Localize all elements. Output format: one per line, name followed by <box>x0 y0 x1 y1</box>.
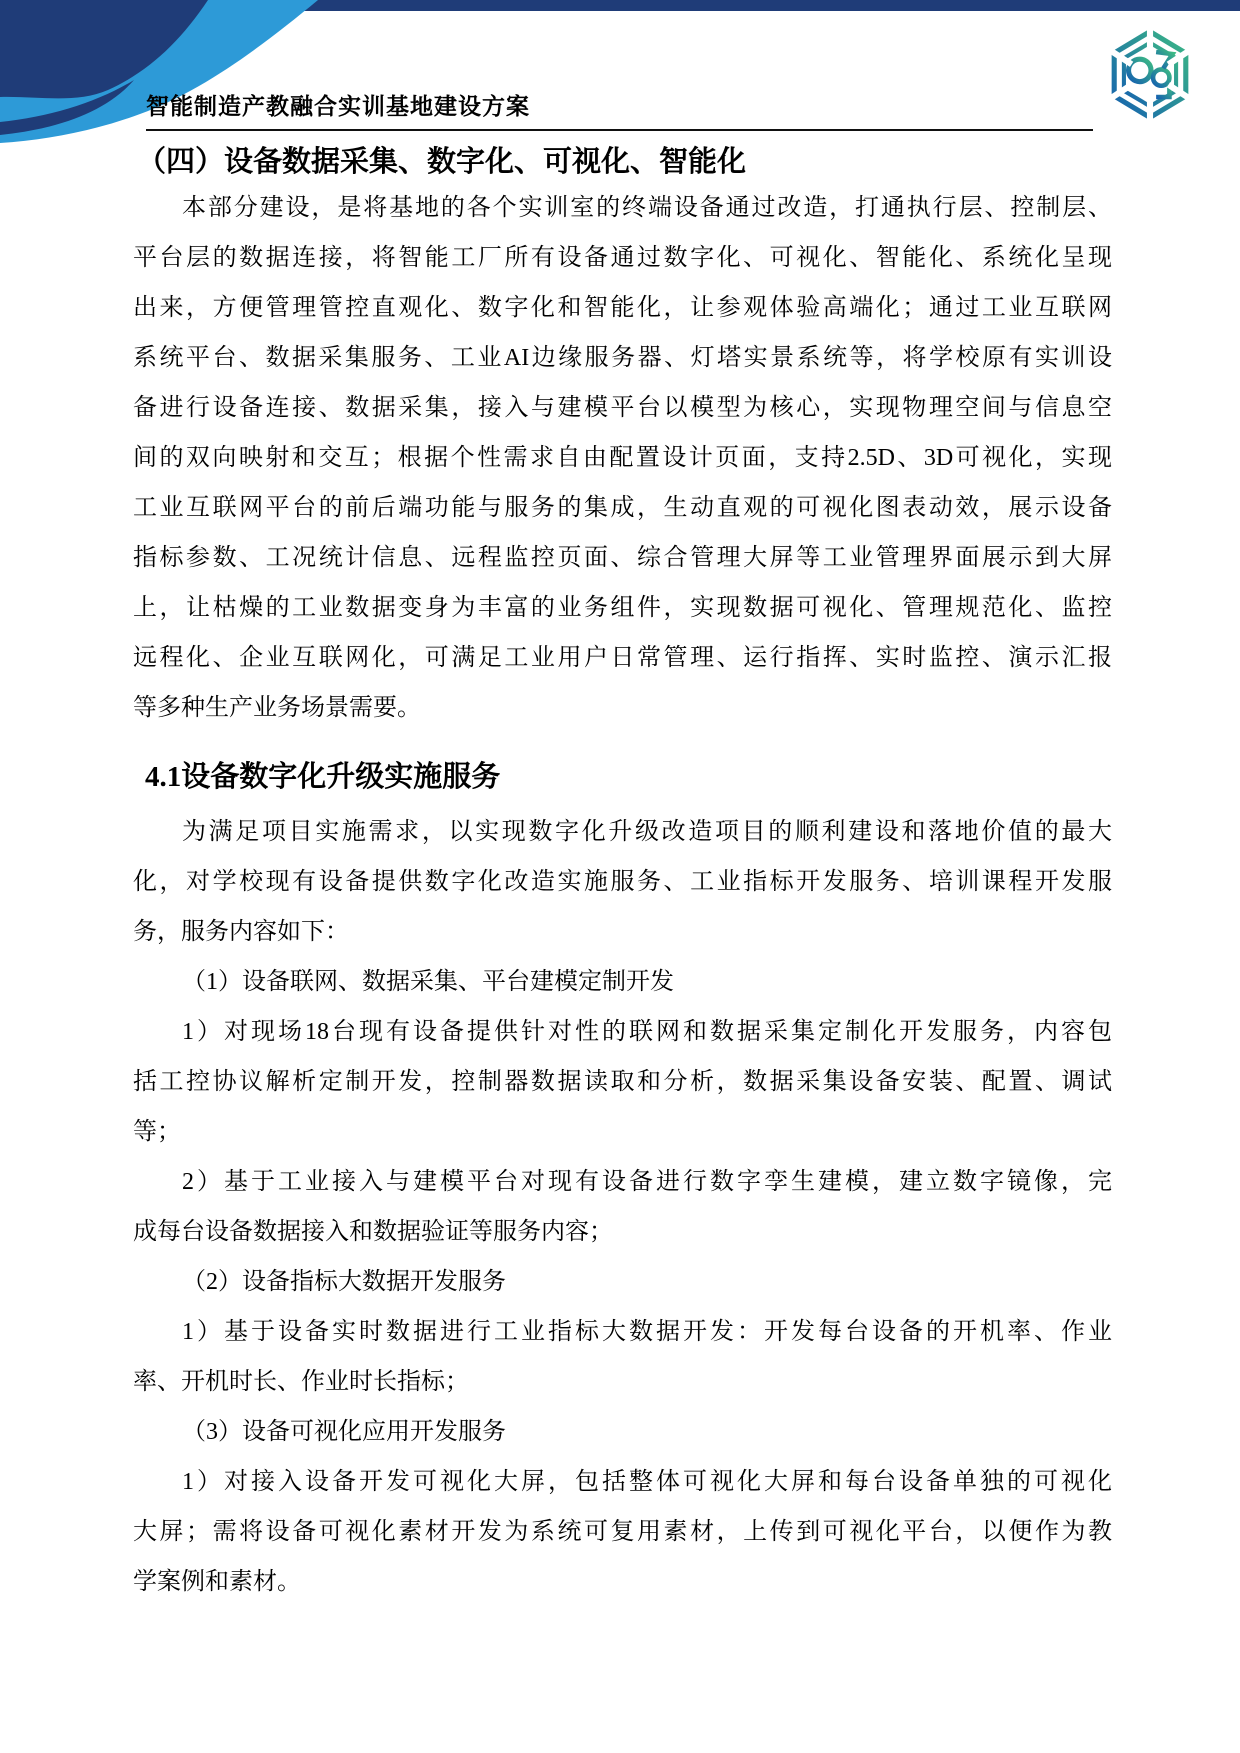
text-line: 学案例和素材。 <box>133 1569 301 1595</box>
text-line: 1）基于设备实时数据进行工业指标大数据开发：开发每台设备的开机率、作业 <box>182 1319 1112 1345</box>
text-line: 指标参数、工况统计信息、远程监控页面、综合管理大屏等工业管理界面展示到大屏 <box>133 545 1112 571</box>
text-line: 率、开机时长、作业时长指标； <box>133 1369 469 1395</box>
list-item-heading-1 <box>133 957 1112 1007</box>
text-line: 本部分建设，是将基地的各个实训室的终端设备通过改造，打通执行层、控制层、 <box>182 195 1112 221</box>
paragraph-service-overview <box>133 807 1112 957</box>
list-item-heading-2 <box>133 1257 1112 1307</box>
header-rule <box>146 129 1093 131</box>
text-line: 1）对接入设备开发可视化大屏，包括整体可视化大屏和每台设备单独的可视化 <box>182 1469 1112 1495</box>
text-line: 等； <box>133 1119 181 1145</box>
paragraph-item1-detail2 <box>133 1157 1112 1257</box>
section-heading: （四）设备数据采集、数字化、可视化、智能化 <box>137 146 747 178</box>
text-line: （3）设备可视化应用开发服务 <box>182 1419 506 1445</box>
text-line: 工业互联网平台的前后端功能与服务的集成，生动直观的可视化图表动效，展示设备 <box>133 495 1112 521</box>
paragraph-intro <box>133 183 1112 733</box>
text-line: 务，服务内容如下： <box>133 919 349 945</box>
text-line: 远程化、企业互联网化，可满足工业用户日常管理、运行指挥、实时监控、演示汇报 <box>133 645 1112 671</box>
text-line: 2）基于工业接入与建模平台对现有设备进行数字孪生建模，建立数字镜像，完 <box>182 1169 1112 1195</box>
text-line: 间的双向映射和交互；根据个性需求自由配置设计页面，支持2.5D、3D可视化，实现 <box>133 445 1112 471</box>
text-line: 平台层的数据连接，将智能工厂所有设备通过数字化、可视化、智能化、系统化呈现 <box>133 245 1112 271</box>
page-header-title: 智能制造产教融合实训基地建设方案 <box>146 93 530 119</box>
text-line: 系统平台、数据采集服务、工业AI边缘服务器、灯塔实景系统等，将学校原有实训设 <box>133 345 1112 371</box>
text-line: 为满足项目实施需求，以实现数字化升级改造项目的顺利建设和落地价值的最大 <box>182 819 1112 845</box>
paragraph-item3-detail1 <box>133 1457 1112 1607</box>
paragraph-item2-detail1 <box>133 1307 1112 1407</box>
text-line: 化，对学校现有设备提供数字化改造实施服务、工业指标开发服务、培训课程开发服 <box>133 869 1112 895</box>
text-line: 大屏；需将设备可视化素材开发为系统可复用素材，上传到可视化平台，以便作为教 <box>133 1519 1112 1545</box>
text-line: 出来，方便管理管控直观化、数字化和智能化，让参观体验高端化；通过工业互联网 <box>133 295 1112 321</box>
list-item-heading-3 <box>133 1407 1112 1457</box>
logo-ring-o <box>1153 69 1169 85</box>
text-line: 成每台设备数据接入和数据验证等服务内容； <box>133 1219 613 1245</box>
text-line: （2）设备指标大数据开发服务 <box>182 1269 506 1295</box>
text-line: 等多种生产业务场景需要。 <box>133 695 421 721</box>
text-line: 上，让枯燥的工业数据变身为丰富的业务组件，实现数据可视化、管理规范化、监控 <box>133 595 1112 621</box>
org-logo <box>1105 27 1195 122</box>
header-banner-swoosh <box>0 0 1240 150</box>
text-line: 括工控协议解析定制开发，控制器数据读取和分析，数据采集设备安装、配置、调试 <box>133 1069 1112 1095</box>
text-line: 1）对现场18台现有设备提供针对性的联网和数据采集定制化开发服务，内容包 <box>182 1019 1112 1045</box>
text-line: 备进行设备连接、数据采集，接入与建模平台以模型为核心，实现物理空间与信息空 <box>133 395 1112 421</box>
paragraph-item1-detail1 <box>133 1007 1112 1157</box>
subsection-heading: 4.1设备数字化升级实施服务 <box>145 761 501 793</box>
text-line: （1）设备联网、数据采集、平台建模定制开发 <box>182 969 674 995</box>
document-body <box>133 138 1112 1607</box>
